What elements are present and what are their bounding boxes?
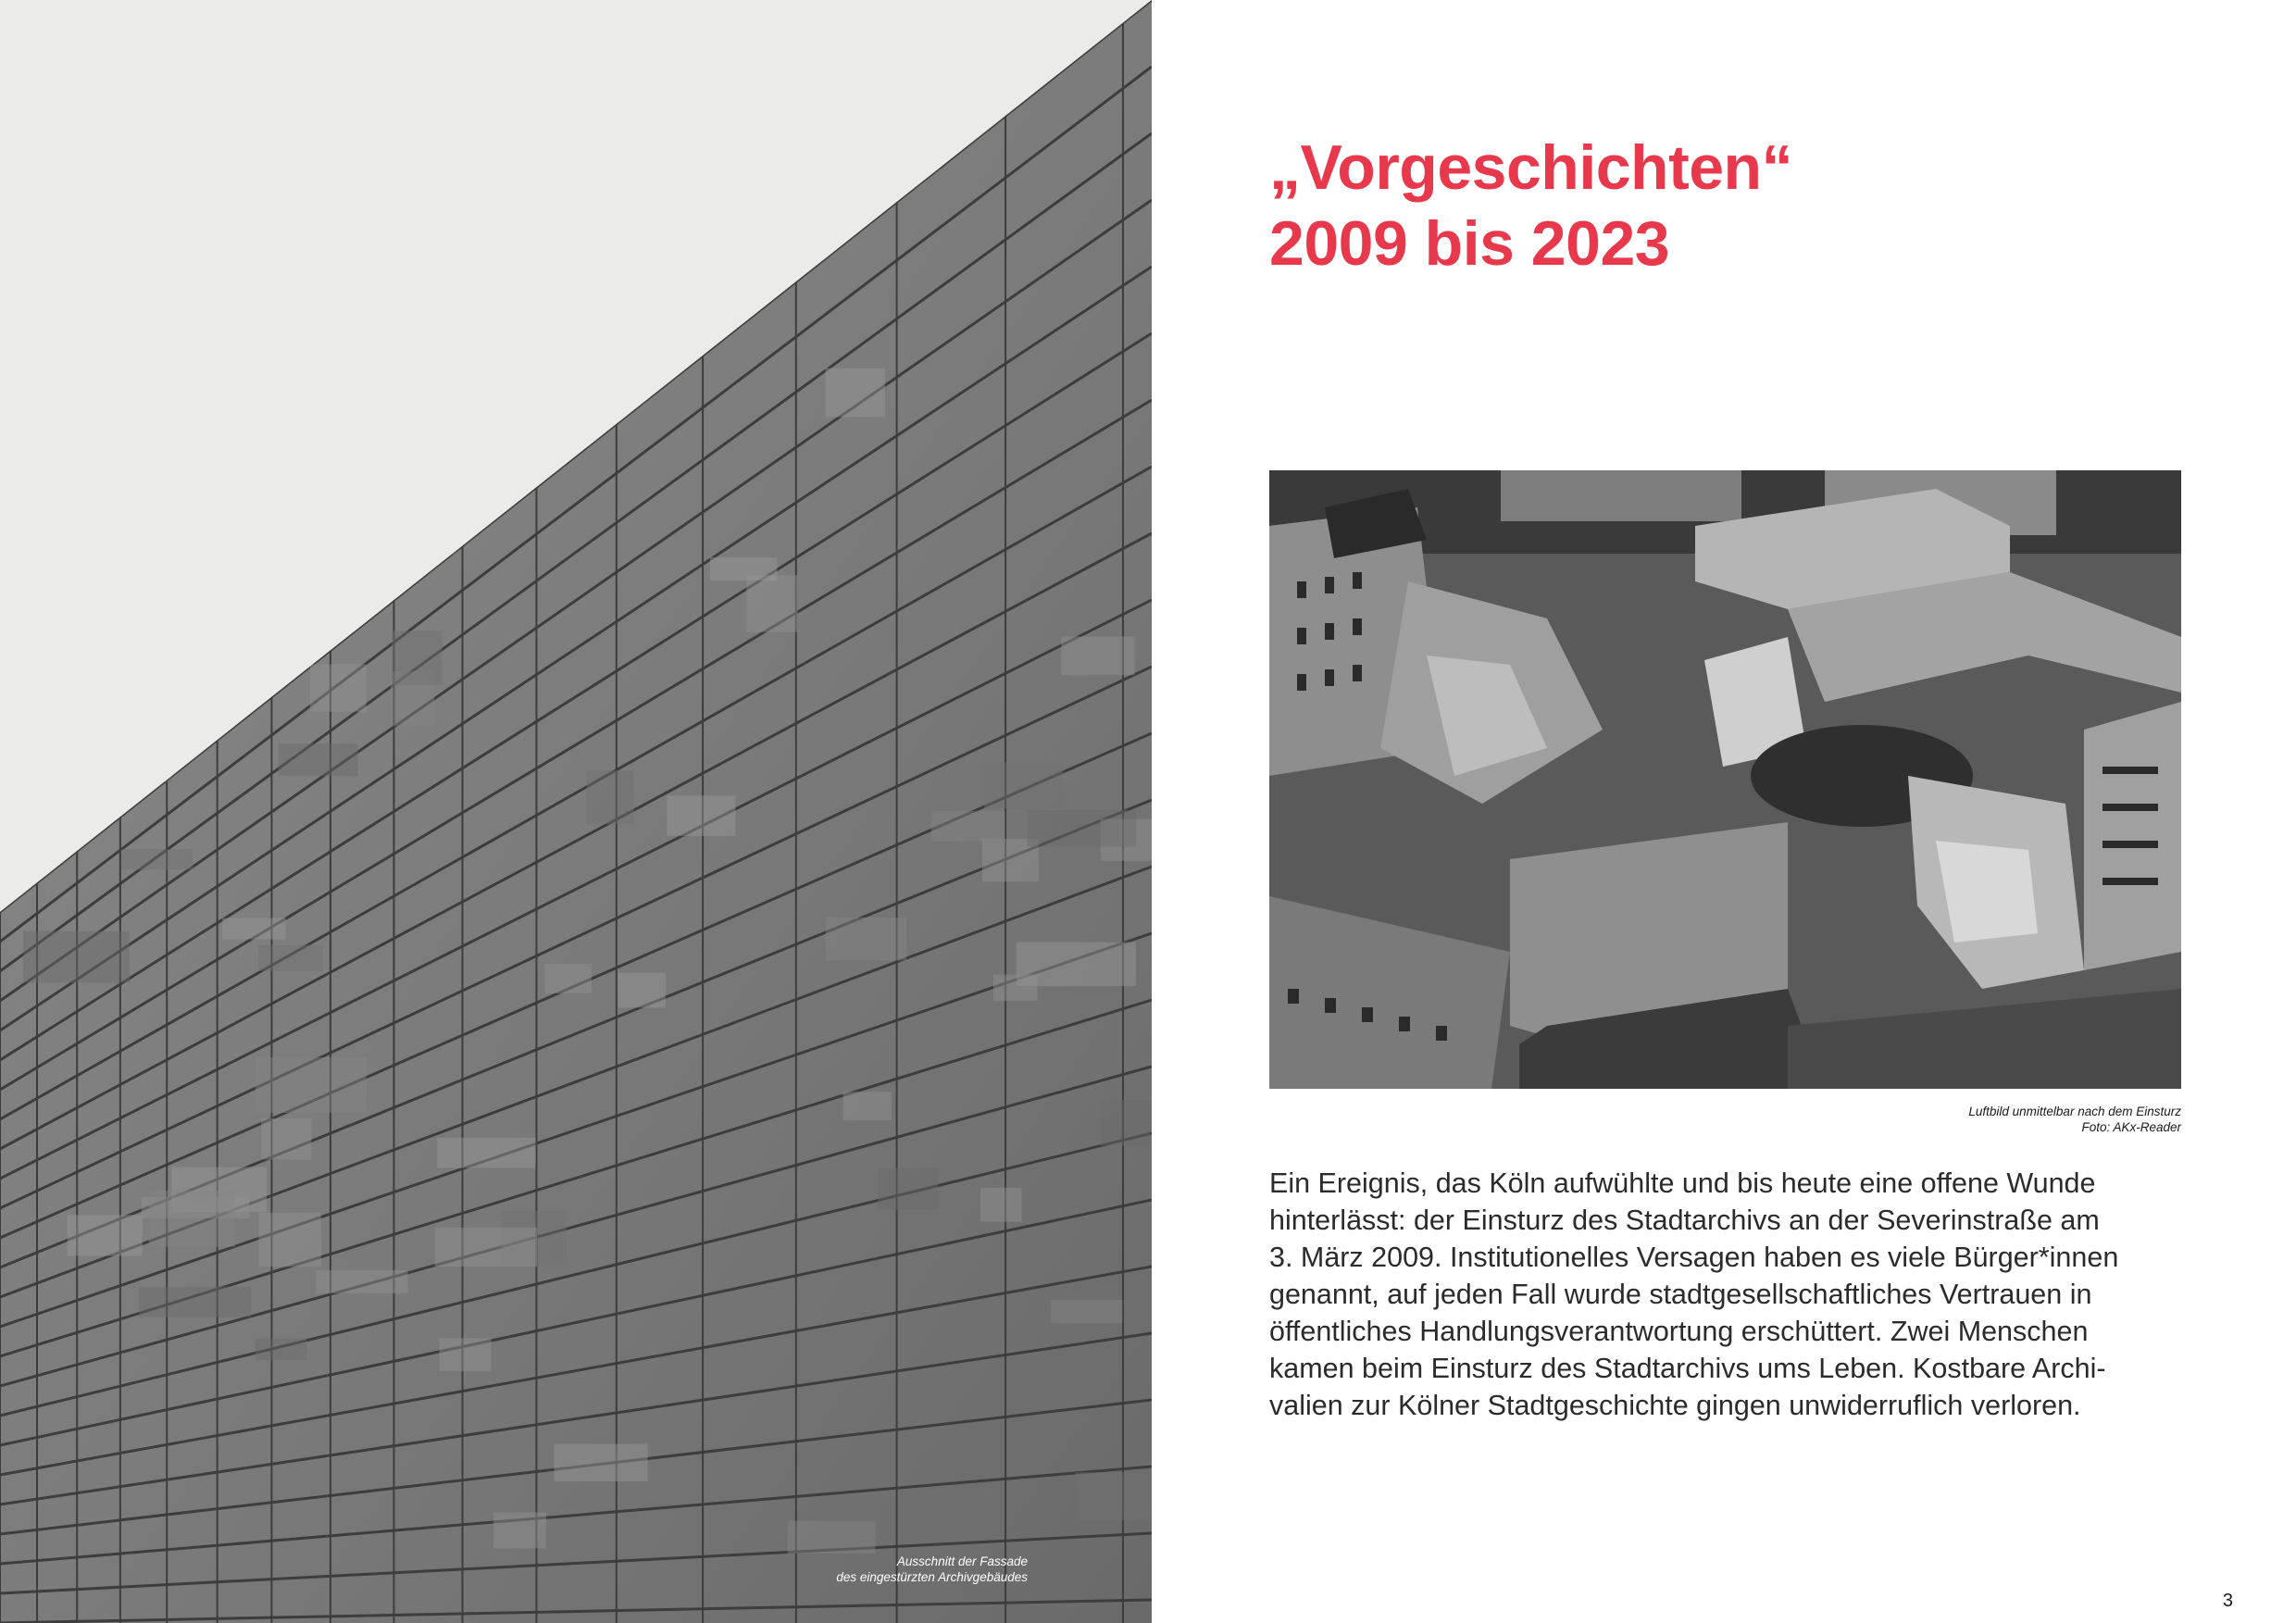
facade-panel <box>1076 1472 1152 1520</box>
body-line: Ein Ereignis, das Köln aufwühlte und bis heute eine offene Wunde <box>1269 1167 2096 1199</box>
page-number: 3 <box>2222 1591 2233 1611</box>
body-line: öffentliches Handlungsverantwortung erschüttert. Zwei Menschen <box>1269 1316 2089 1347</box>
facade-panel <box>256 1339 306 1360</box>
page-title-line-2: 2009 bis 2023 <box>1269 208 1670 279</box>
facade-panel <box>392 630 442 685</box>
facade-panel <box>435 1228 537 1267</box>
facade-caption-line-2: des eingestürzten Archivgebäudes <box>836 1570 1028 1584</box>
facade-panel <box>710 557 777 581</box>
facade-panel <box>587 770 634 824</box>
facade-panel <box>316 1270 407 1293</box>
facade-photo-caption <box>380 1554 1028 1585</box>
facade-panel <box>826 918 906 960</box>
facade-panel <box>222 918 285 940</box>
facade-panel <box>258 945 323 971</box>
body-line: valien zur Kölner Stadtgeschichte gingen unwiderruflich verloren. <box>1269 1390 2081 1421</box>
facade-panel <box>826 368 885 418</box>
facade-panel <box>788 1520 876 1553</box>
facade-panel <box>878 1168 938 1210</box>
facade-panel <box>139 1287 251 1317</box>
facade-panel <box>279 743 358 776</box>
facade-panel <box>1061 636 1134 675</box>
facade-panel <box>1027 810 1136 847</box>
facade-panel <box>984 763 1063 809</box>
facade-panel <box>980 1188 1022 1222</box>
facade-panel <box>258 1213 320 1267</box>
facade-panel <box>68 1215 143 1255</box>
facade-panel <box>1051 1300 1122 1323</box>
facade-panel <box>493 1513 546 1549</box>
aerial-caption-line-1: Luftbild unmittelbar nach dem Einsturz <box>1968 1105 2181 1118</box>
text-page <box>1152 0 2296 1623</box>
facade-panel <box>667 795 735 836</box>
facade-caption-line-1: Ausschnitt der Fassade <box>896 1554 1028 1568</box>
page-title <box>1269 130 1792 281</box>
aerial-caption-line-2: Foto: AKx-Reader <box>2081 1120 2181 1134</box>
facade-panel <box>310 665 367 712</box>
facade-panel <box>544 964 591 993</box>
facade-panel <box>121 849 193 869</box>
body-line: hinterlässt: der Einsturz des Stadtarchivs an der Severinstraße am <box>1269 1205 2100 1236</box>
page-title-line-1: „Vorgeschichten“ <box>1269 132 1793 203</box>
body-line: kamen beim Einsturz des Stadtarchivs ums Leben. Kostbare Archi- <box>1269 1353 2106 1384</box>
facade-panel <box>1101 1100 1151 1145</box>
facade-panel <box>843 1092 892 1120</box>
facade-panel <box>746 575 797 631</box>
facade-panel <box>555 1444 648 1481</box>
aerial-photo-caption <box>1269 1104 2181 1135</box>
facade-panel <box>993 975 1038 1002</box>
facade-panel <box>261 1118 311 1159</box>
facade-panel <box>439 1338 491 1371</box>
facade-panel <box>618 973 666 1008</box>
facade-panel <box>149 1191 235 1247</box>
aerial-collapse-photo <box>1269 470 2181 1089</box>
body-line: 3. März 2009. Institutionelles Versagen haben es viele Bürger*innen <box>1269 1242 2119 1273</box>
body-line: genannt, auf jeden Fall wurde stadtgesellschaftliches Vertrauen in <box>1269 1279 2092 1310</box>
facade-panel <box>256 1057 367 1113</box>
facade-panel <box>437 1138 535 1168</box>
facade-panel <box>23 931 130 983</box>
facade-panel <box>931 811 1005 842</box>
body-paragraph <box>1269 1165 2195 1424</box>
